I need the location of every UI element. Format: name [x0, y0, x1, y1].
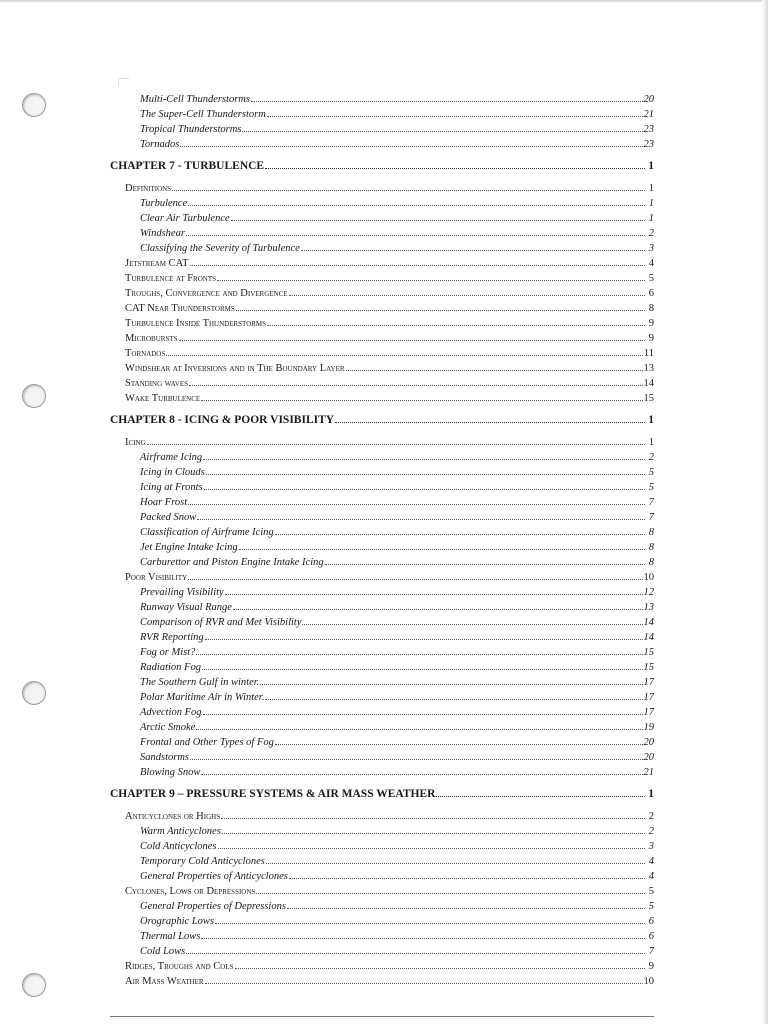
toc-entry-page: 13	[643, 602, 654, 613]
toc-subsection-entry	[110, 225, 654, 240]
dot-leader	[346, 360, 643, 371]
toc-subsection-entry	[110, 240, 654, 255]
toc-subsection-entry	[110, 868, 654, 883]
dot-leader	[325, 554, 645, 565]
dot-leader	[302, 614, 642, 625]
toc-entry-title: Windshear	[140, 228, 185, 239]
dot-leader	[190, 749, 642, 760]
toc-entry-page: 23	[643, 124, 654, 135]
toc-section-entry	[110, 270, 654, 285]
toc-chapter-entry	[110, 411, 654, 429]
toc-entry-title: The Super-Cell Thunderstorm	[140, 109, 266, 120]
toc-entry-title: Hoar Frost	[140, 497, 188, 508]
toc-subsection-entry	[110, 136, 654, 151]
toc-subsection-entry	[110, 494, 654, 509]
toc-entry-page: 12	[643, 587, 654, 598]
toc-entry-title: Clear Air Turbulence	[140, 213, 230, 224]
dot-leader	[205, 629, 643, 640]
toc-entry-title: Prevailing Visibility	[140, 587, 224, 598]
toc-entry-title: Multi-Cell Thunderstorms	[140, 94, 250, 105]
toc-subsection-entry	[110, 838, 654, 853]
toc-subsection-entry	[110, 734, 654, 749]
dot-leader	[196, 644, 642, 655]
toc-section-entry	[110, 315, 654, 330]
toc-subsection-entry	[110, 509, 654, 524]
toc-section-entry	[110, 390, 654, 405]
toc-entry-page: 1	[648, 414, 654, 426]
toc-entry-page: 2	[648, 228, 654, 239]
toc-section-entry	[110, 360, 654, 375]
toc-entry-title: Cyclones, Lows or Depressions	[125, 886, 256, 897]
toc-subsection-entry	[110, 943, 654, 958]
dot-leader	[147, 434, 645, 445]
toc-entry-title: Air Mass Weather	[125, 976, 204, 987]
toc-entry-page: 8	[648, 303, 654, 314]
toc-entry-title: Orographic Lows	[140, 916, 214, 927]
toc-subsection-entry	[110, 764, 654, 779]
dot-leader	[335, 412, 645, 423]
toc-subsection-entry	[110, 719, 654, 734]
toc-entry-title: CHAPTER 9 – PRESSURE SYSTEMS & AIR MASS WEATHER	[110, 788, 436, 800]
toc-entry-title: Turbulence Inside Thunderstorms	[125, 318, 267, 329]
dot-leader	[222, 823, 645, 834]
dot-leader	[179, 330, 645, 341]
dot-leader	[201, 928, 645, 939]
toc-entry-title: Anticyclones or Highs	[125, 811, 221, 822]
dot-leader	[188, 195, 645, 206]
dot-leader	[266, 853, 645, 864]
dot-leader	[260, 674, 642, 685]
toc-entry-title: Troughs, Convergence and Divergence	[125, 288, 288, 299]
scan-mark	[118, 78, 129, 87]
toc-entry-title: Temporary Cold Anticyclones	[140, 856, 265, 867]
toc-entry-page: 7	[648, 512, 654, 523]
toc-entry-title: Classification of Airframe Icing	[140, 527, 274, 538]
toc-entry-title: Arctic Smoke	[140, 722, 196, 733]
toc-entry-page: 2	[648, 826, 654, 837]
toc-entry-title: Jet Engine Intake Icing	[140, 542, 238, 553]
toc-entry-title: Radiation Fog	[140, 662, 201, 673]
table-of-contents	[110, 91, 654, 988]
toc-entry-page: 3	[648, 841, 654, 852]
toc-subsection-entry	[110, 464, 654, 479]
dot-leader	[206, 464, 645, 475]
toc-subsection-entry	[110, 689, 654, 704]
toc-chapter-entry	[110, 785, 654, 803]
toc-entry-page: 21	[643, 109, 654, 120]
toc-entry-page: 14	[643, 378, 654, 389]
dot-leader	[180, 136, 642, 147]
dot-leader	[196, 719, 642, 730]
toc-subsection-entry	[110, 898, 654, 913]
toc-entry-page: 1	[648, 437, 654, 448]
dot-leader	[204, 479, 645, 490]
toc-entry-title: RVR Reporting	[140, 632, 204, 643]
dot-leader	[188, 494, 645, 505]
toc-section-entry	[110, 285, 654, 300]
toc-entry-page: 10	[643, 976, 654, 987]
toc-entry-page: 15	[643, 393, 654, 404]
dot-leader	[275, 524, 645, 535]
toc-entry-title: Turbulence	[140, 198, 188, 209]
toc-entry-title: Classifying the Severity of Turbulence	[140, 243, 300, 254]
toc-entry-page: 23	[643, 139, 654, 150]
toc-subsection-entry	[110, 524, 654, 539]
toc-entry-page: 2	[648, 452, 654, 463]
toc-entry-title: Ridges, Troughs and Cols	[125, 961, 234, 972]
toc-entry-title: Tornados	[125, 348, 166, 359]
toc-entry-title: Icing at Fronts	[140, 482, 203, 493]
toc-entry-title: Wake Turbulence	[125, 393, 201, 404]
dot-leader	[233, 599, 643, 610]
toc-entry-title: Turbulence at Fronts	[125, 273, 217, 284]
toc-subsection-entry	[110, 749, 654, 764]
toc-entry-title: Cold Anticyclones	[140, 841, 217, 852]
toc-entry-title: Tropical Thunderstorms	[140, 124, 242, 135]
dot-leader	[186, 225, 645, 236]
toc-entry-title: Cold Lows	[140, 946, 186, 957]
toc-subsection-entry	[110, 584, 654, 599]
toc-section-entry	[110, 808, 654, 823]
toc-entry-title: Icing in Clouds	[140, 467, 205, 478]
toc-entry-title: Packed Snow	[140, 512, 197, 523]
toc-entry-title: CHAPTER 7 - TURBULENCE	[110, 160, 265, 172]
toc-entry-page: 4	[648, 856, 654, 867]
toc-subsection-entry	[110, 479, 654, 494]
dot-leader	[256, 883, 645, 894]
toc-entry-page: 7	[648, 497, 654, 508]
punch-hole	[22, 93, 46, 117]
toc-entry-page: 8	[648, 527, 654, 538]
dot-leader	[172, 180, 645, 191]
dot-leader	[236, 300, 645, 311]
toc-subsection-entry	[110, 106, 654, 121]
toc-subsection-entry	[110, 704, 654, 719]
toc-entry-title: The Southern Gulf in winter.	[140, 677, 260, 688]
toc-entry-page: 21	[643, 767, 654, 778]
toc-entry-title: Runway Visual Range	[140, 602, 232, 613]
toc-entry-page: 17	[643, 677, 654, 688]
toc-entry-title: Icing	[125, 437, 146, 448]
toc-entry-page: 20	[643, 752, 654, 763]
toc-entry-page: 3	[648, 243, 654, 254]
toc-entry-page: 5	[648, 467, 654, 478]
toc-entry-title: Standing waves	[125, 378, 188, 389]
dot-leader	[231, 210, 645, 221]
toc-entry-page: 1	[648, 183, 654, 194]
toc-entry-title: Thermal Lows	[140, 931, 201, 942]
toc-entry-page: 2	[648, 811, 654, 822]
toc-entry-title: Carburettor and Piston Engine Intake Icing	[140, 557, 324, 568]
toc-entry-page: 4	[648, 258, 654, 269]
toc-entry-page: 5	[648, 482, 654, 493]
toc-entry-title: Comparison of RVR and Met Visibility	[140, 617, 302, 628]
toc-section-entry	[110, 375, 654, 390]
toc-entry-page: 14	[643, 632, 654, 643]
bottom-rule	[110, 1016, 654, 1017]
toc-entry-title: Polar Maritime Air in Winter.	[140, 692, 265, 703]
dot-leader	[267, 106, 643, 117]
toc-entry-page: 1	[648, 160, 654, 172]
toc-subsection-entry	[110, 91, 654, 106]
toc-subsection-entry	[110, 674, 654, 689]
toc-subsection-entry	[110, 823, 654, 838]
toc-entry-page: 1	[648, 213, 654, 224]
toc-entry-page: 17	[643, 707, 654, 718]
toc-section-entry	[110, 434, 654, 449]
dot-leader	[436, 786, 645, 797]
toc-entry-page: 8	[648, 557, 654, 568]
toc-subsection-entry	[110, 913, 654, 928]
toc-entry-page: 9	[648, 333, 654, 344]
toc-entry-page: 4	[648, 871, 654, 882]
toc-subsection-entry	[110, 449, 654, 464]
dot-leader	[275, 734, 643, 745]
dot-leader	[265, 158, 645, 169]
toc-entry-page: 7	[648, 946, 654, 957]
toc-entry-page: 13	[643, 363, 654, 374]
dot-leader	[287, 898, 645, 909]
dot-leader	[218, 838, 646, 849]
dot-leader	[201, 764, 642, 775]
toc-entry-page: 11	[643, 348, 654, 359]
dot-leader	[301, 240, 645, 251]
toc-entry-page: 1	[648, 788, 654, 800]
dot-leader	[202, 659, 643, 670]
dot-leader	[201, 390, 642, 401]
toc-subsection-entry	[110, 539, 654, 554]
toc-section-entry	[110, 255, 654, 270]
toc-section-entry	[110, 973, 654, 988]
dot-leader	[289, 285, 645, 296]
dot-leader	[186, 943, 645, 954]
toc-subsection-entry	[110, 554, 654, 569]
toc-entry-page: 5	[648, 901, 654, 912]
toc-entry-page: 9	[648, 318, 654, 329]
dot-leader	[265, 689, 642, 700]
dot-leader	[203, 704, 643, 715]
dot-leader	[235, 958, 645, 969]
toc-entry-title: Microbursts	[125, 333, 178, 344]
toc-subsection-entry	[110, 210, 654, 225]
dot-leader	[242, 121, 642, 132]
punch-hole	[22, 681, 46, 705]
toc-entry-title: Definitions	[125, 183, 172, 194]
toc-entry-page: 19	[643, 722, 654, 733]
toc-entry-page: 6	[648, 288, 654, 299]
toc-entry-page: 8	[648, 542, 654, 553]
dot-leader	[239, 539, 645, 550]
toc-entry-page: 15	[643, 662, 654, 673]
dot-leader	[267, 315, 645, 326]
toc-entry-page: 6	[648, 916, 654, 927]
toc-subsection-entry	[110, 614, 654, 629]
toc-entry-title: Tornados	[140, 139, 180, 150]
toc-entry-title: General Properties of Anticyclones	[140, 871, 288, 882]
toc-entry-title: CAT Near Thunderstorms	[125, 303, 235, 314]
toc-entry-title: Frontal and Other Types of Fog	[140, 737, 274, 748]
toc-entry-page: 20	[643, 94, 654, 105]
toc-entry-page: 9	[648, 961, 654, 972]
toc-subsection-entry	[110, 629, 654, 644]
toc-entry-title: Windshear at Inversions and in The Boundary Layer	[125, 363, 345, 374]
dot-leader	[189, 375, 643, 386]
toc-subsection-entry	[110, 928, 654, 943]
toc-section-entry	[110, 300, 654, 315]
toc-entry-title: Sandstorms	[140, 752, 190, 763]
toc-entry-page: 10	[643, 572, 654, 583]
toc-entry-title: CHAPTER 8 - ICING & POOR VISIBILITY	[110, 414, 335, 426]
toc-section-entry	[110, 330, 654, 345]
toc-entry-title: General Properties of Depressions	[140, 901, 286, 912]
dot-leader	[225, 584, 643, 595]
toc-entry-title: Poor Visibility	[125, 572, 188, 583]
toc-section-entry	[110, 883, 654, 898]
dot-leader	[217, 270, 645, 281]
toc-subsection-entry	[110, 853, 654, 868]
dot-leader	[215, 913, 645, 924]
dot-leader	[251, 91, 643, 102]
toc-entry-title: Jetstream CAT	[125, 258, 189, 269]
dot-leader	[203, 449, 645, 460]
toc-subsection-entry	[110, 195, 654, 210]
toc-subsection-entry	[110, 121, 654, 136]
toc-entry-page: 5	[648, 886, 654, 897]
toc-entry-page: 14	[643, 617, 654, 628]
dot-leader	[166, 345, 643, 356]
dot-leader	[289, 868, 645, 879]
toc-section-entry	[110, 345, 654, 360]
dot-leader	[188, 569, 642, 580]
toc-entry-page: 5	[648, 273, 654, 284]
toc-section-entry	[110, 958, 654, 973]
toc-entry-page: 20	[643, 737, 654, 748]
toc-entry-title: Fog or Mist?	[140, 647, 196, 658]
toc-section-entry	[110, 180, 654, 195]
punch-hole	[22, 384, 46, 408]
toc-subsection-entry	[110, 659, 654, 674]
toc-entry-page: 1	[648, 198, 654, 209]
toc-subsection-entry	[110, 599, 654, 614]
toc-section-entry	[110, 569, 654, 584]
toc-entry-title: Blowing Snow	[140, 767, 201, 778]
page-right-edge	[762, 0, 768, 1024]
toc-chapter-entry	[110, 157, 654, 175]
toc-entry-title: Warm Anticyclones	[140, 826, 221, 837]
toc-subsection-entry	[110, 644, 654, 659]
toc-entry-page: 6	[648, 931, 654, 942]
dot-leader	[190, 255, 646, 266]
dot-leader	[205, 973, 643, 984]
dot-leader	[221, 808, 645, 819]
toc-entry-title: Airframe Icing	[140, 452, 203, 463]
punch-hole	[22, 973, 46, 997]
toc-entry-page: 15	[643, 647, 654, 658]
page-top-edge	[0, 0, 768, 3]
toc-entry-title: Advection Fog	[140, 707, 202, 718]
dot-leader	[197, 509, 645, 520]
toc-entry-page: 17	[643, 692, 654, 703]
